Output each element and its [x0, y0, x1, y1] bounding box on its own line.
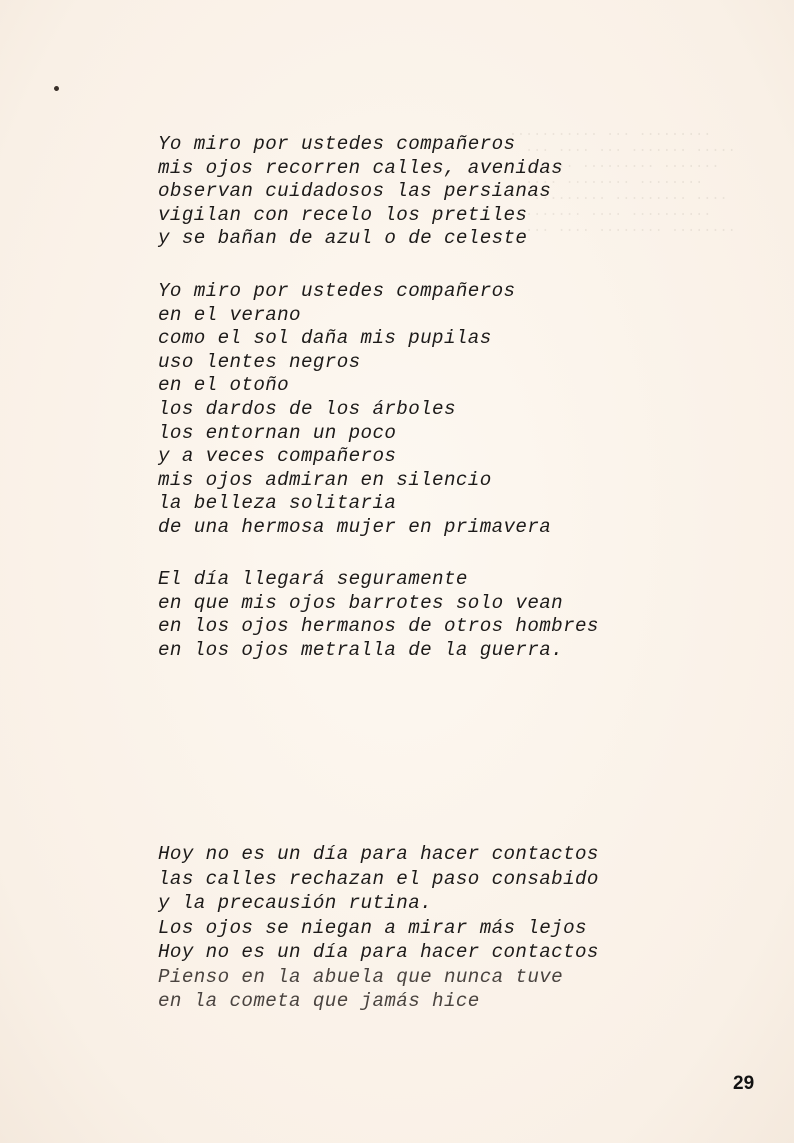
- ink-speck: [53, 85, 59, 91]
- stanza-4: [158, 842, 599, 1014]
- verse-line: Hoy no es un día para hacer contactos: [158, 843, 599, 865]
- verse-line: de una hermosa mujer en primavera: [158, 515, 552, 538]
- verse-line: en el otoño: [158, 374, 290, 397]
- verse-line: El día llegará seguramente: [158, 568, 468, 590]
- verse-line: Yo miro por ustedes compañeros: [158, 280, 516, 302]
- verse-line: los entornan un poco: [158, 421, 397, 444]
- verse-line: en que mis ojos barrotes solo vean: [158, 591, 564, 614]
- verse-line: y la precausión rutina.: [158, 892, 433, 914]
- verse-line: observan cuidadosos las persianas: [158, 180, 552, 203]
- verse-line: en la cometa que jamás hice: [158, 990, 480, 1012]
- verse-line: Pienso en la abuela que nunca tuve: [158, 965, 564, 988]
- verse-line: en el verano: [158, 303, 301, 326]
- stanza-2: [158, 280, 551, 540]
- verse-line: vigilan con recelo los pretiles: [158, 203, 528, 226]
- show-through-text: ········· ··· ··········· ····· ······· ··· ···· ··· ······· ········· ···· · ········ ········ ···· ···· ········· ········· ·········· ···· ······· ········ ········ ···· ···: [508, 128, 736, 239]
- verse-line: las calles rechazan el paso consabido: [158, 867, 599, 890]
- page-number: 29: [733, 1073, 755, 1094]
- verse-line: en los ojos hermanos de otros hombres: [158, 615, 599, 638]
- verse-line: mis ojos recorren calles, avenidas: [158, 156, 564, 179]
- verse-line: la belleza solitaria: [158, 492, 397, 515]
- verse-line: como el sol daña mis pupilas: [158, 327, 492, 350]
- stanza-3: [158, 568, 599, 662]
- verse-line: Hoy no es un día para hacer contactos: [158, 941, 599, 963]
- verse-line: mis ojos admiran en silencio: [158, 468, 492, 491]
- verse-line: y a veces compañeros: [158, 445, 397, 468]
- verse-line: Yo miro por ustedes compañeros: [158, 133, 516, 155]
- verse-line: uso lentes negros: [158, 350, 361, 373]
- verse-line: Los ojos se niegan a mirar más lejos: [158, 916, 587, 939]
- verse-line: y se bañan de azul o de celeste: [158, 227, 528, 250]
- stanza-1: [158, 133, 563, 251]
- verse-line: los dardos de los árboles: [158, 397, 456, 420]
- verse-line: en los ojos metralla de la guerra.: [158, 638, 564, 661]
